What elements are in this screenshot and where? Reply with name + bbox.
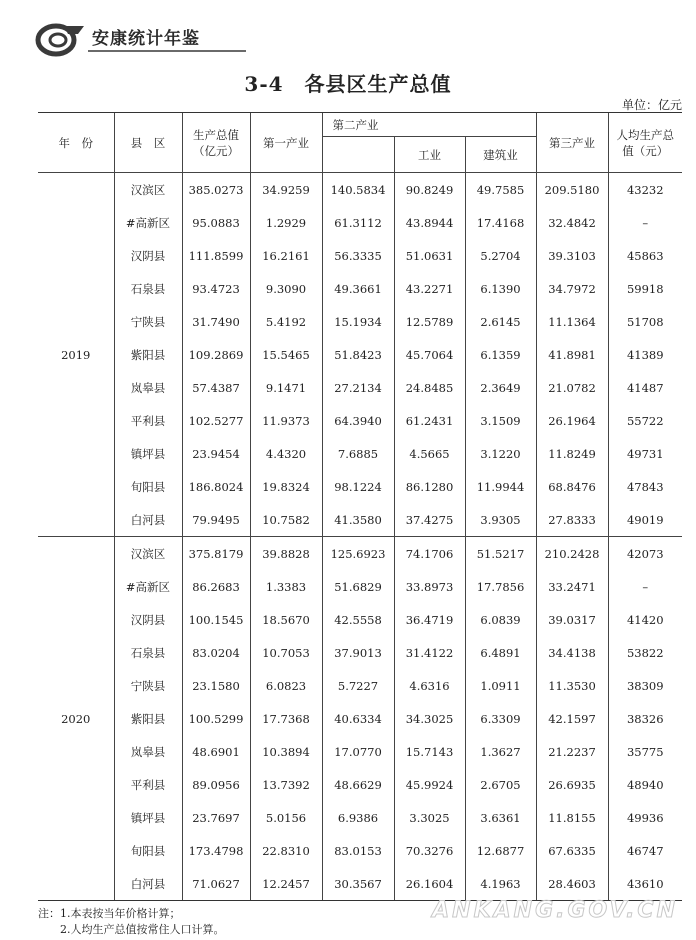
- value-cell: 41389: [608, 338, 682, 371]
- value-cell: 41420: [608, 603, 682, 636]
- value-cell: 68.8476: [536, 470, 608, 503]
- value-cell: 1.0911: [465, 669, 536, 702]
- county-cell: 紫阳县: [114, 702, 182, 735]
- value-cell: 385.0273: [182, 173, 250, 207]
- county-cell: 岚皋县: [114, 735, 182, 768]
- county-cell: 石泉县: [114, 636, 182, 669]
- value-cell: 61.3112: [322, 206, 394, 239]
- value-cell: 34.3025: [394, 702, 465, 735]
- county-cell: 镇坪县: [114, 801, 182, 834]
- value-cell: 209.5180: [536, 173, 608, 207]
- value-cell: –: [608, 206, 682, 239]
- note-1: 注：1.本表按当年价格计算；: [38, 907, 181, 920]
- value-cell: 2.6705: [465, 768, 536, 801]
- value-cell: 43610: [608, 867, 682, 901]
- table-row: [38, 305, 682, 338]
- county-cell: 旬阳县: [114, 470, 182, 503]
- value-cell: 90.8249: [394, 173, 465, 207]
- value-cell: 38326: [608, 702, 682, 735]
- col-county: 县 区: [114, 113, 182, 173]
- value-cell: 36.4719: [394, 603, 465, 636]
- value-cell: 5.7227: [322, 669, 394, 702]
- value-cell: 1.3627: [465, 735, 536, 768]
- value-cell: 42.5558: [322, 603, 394, 636]
- value-cell: 55722: [608, 404, 682, 437]
- county-cell: 旬阳县: [114, 834, 182, 867]
- value-cell: 11.3530: [536, 669, 608, 702]
- value-cell: 21.0782: [536, 371, 608, 404]
- value-cell: 23.7697: [182, 801, 250, 834]
- table-row: [38, 206, 682, 239]
- table-row: [38, 867, 682, 901]
- value-cell: 31.7490: [182, 305, 250, 338]
- table-row: [38, 503, 682, 537]
- value-cell: 17.7368: [250, 702, 322, 735]
- value-cell: 17.7856: [465, 570, 536, 603]
- value-cell: 3.1509: [465, 404, 536, 437]
- value-cell: 6.3309: [465, 702, 536, 735]
- value-cell: 10.7053: [250, 636, 322, 669]
- yearbook-logo-icon: [34, 22, 86, 58]
- value-cell: 4.1963: [465, 867, 536, 901]
- value-cell: 49936: [608, 801, 682, 834]
- value-cell: 17.4168: [465, 206, 536, 239]
- county-cell: 宁陕县: [114, 305, 182, 338]
- value-cell: 42.1597: [536, 702, 608, 735]
- value-cell: 71.0627: [182, 867, 250, 901]
- value-cell: 70.3276: [394, 834, 465, 867]
- value-cell: 186.8024: [182, 470, 250, 503]
- value-cell: 37.9013: [322, 636, 394, 669]
- value-cell: 37.4275: [394, 503, 465, 537]
- value-cell: 12.2457: [250, 867, 322, 901]
- table-row: [38, 735, 682, 768]
- value-cell: 100.5299: [182, 702, 250, 735]
- col-per-capita: 人均生产总值（元）: [608, 113, 682, 173]
- value-cell: 35775: [608, 735, 682, 768]
- value-cell: 39.0317: [536, 603, 608, 636]
- value-cell: 6.9386: [322, 801, 394, 834]
- page-header: [0, 0, 696, 70]
- county-cell: 宁陕县: [114, 669, 182, 702]
- value-cell: 51.5217: [465, 537, 536, 571]
- value-cell: 5.0156: [250, 801, 322, 834]
- col-primary: 第一产业: [250, 113, 322, 173]
- table-notes: [38, 906, 225, 938]
- value-cell: 51.6829: [322, 570, 394, 603]
- value-cell: 19.8324: [250, 470, 322, 503]
- value-cell: 41487: [608, 371, 682, 404]
- value-cell: 41.3580: [322, 503, 394, 537]
- value-cell: 4.6316: [394, 669, 465, 702]
- value-cell: 16.2161: [250, 239, 322, 272]
- county-cell: 白河县: [114, 867, 182, 901]
- table-row: [38, 537, 682, 571]
- county-cell: 汉滨区: [114, 537, 182, 571]
- value-cell: 9.3090: [250, 272, 322, 305]
- value-cell: 74.1706: [394, 537, 465, 571]
- value-cell: 53822: [608, 636, 682, 669]
- county-cell: 平利县: [114, 768, 182, 801]
- value-cell: 56.3335: [322, 239, 394, 272]
- table-row: [38, 669, 682, 702]
- table-header: [38, 113, 682, 173]
- value-cell: 27.8333: [536, 503, 608, 537]
- col-tertiary: 第三产业: [536, 113, 608, 173]
- value-cell: 111.8599: [182, 239, 250, 272]
- value-cell: 17.0770: [322, 735, 394, 768]
- col-secondary: 第二产业: [322, 113, 536, 137]
- value-cell: 6.4891: [465, 636, 536, 669]
- value-cell: 22.8310: [250, 834, 322, 867]
- county-cell: 石泉县: [114, 272, 182, 305]
- page-title: 3-4 各县区生产总值: [244, 72, 452, 96]
- value-cell: 12.6877: [465, 834, 536, 867]
- table-row: [38, 570, 682, 603]
- value-cell: 67.6335: [536, 834, 608, 867]
- value-cell: 11.9373: [250, 404, 322, 437]
- value-cell: 32.4842: [536, 206, 608, 239]
- value-cell: 5.4192: [250, 305, 322, 338]
- value-cell: 11.9944: [465, 470, 536, 503]
- table-row: [38, 636, 682, 669]
- value-cell: 140.5834: [322, 173, 394, 207]
- value-cell: 6.1390: [465, 272, 536, 305]
- value-cell: 43.2271: [394, 272, 465, 305]
- value-cell: 7.6885: [322, 437, 394, 470]
- value-cell: 24.8485: [394, 371, 465, 404]
- value-cell: 375.8179: [182, 537, 250, 571]
- value-cell: 27.2134: [322, 371, 394, 404]
- value-cell: 23.1580: [182, 669, 250, 702]
- value-cell: 28.4603: [536, 867, 608, 901]
- value-cell: 49.3661: [322, 272, 394, 305]
- value-cell: 5.2704: [465, 239, 536, 272]
- value-cell: 3.1220: [465, 437, 536, 470]
- value-cell: 95.0883: [182, 206, 250, 239]
- value-cell: 12.5789: [394, 305, 465, 338]
- value-cell: 38309: [608, 669, 682, 702]
- value-cell: 34.9259: [250, 173, 322, 207]
- value-cell: –: [608, 570, 682, 603]
- value-cell: 210.2428: [536, 537, 608, 571]
- value-cell: 3.9305: [465, 503, 536, 537]
- value-cell: 33.8973: [394, 570, 465, 603]
- value-cell: 48940: [608, 768, 682, 801]
- brand-underline: [88, 50, 246, 52]
- value-cell: 39.8828: [250, 537, 322, 571]
- value-cell: 11.8155: [536, 801, 608, 834]
- county-cell: #高新区: [114, 570, 182, 603]
- value-cell: 51.8423: [322, 338, 394, 371]
- value-cell: 11.8249: [536, 437, 608, 470]
- gdp-table: [38, 112, 682, 901]
- value-cell: 1.2929: [250, 206, 322, 239]
- value-cell: 6.1359: [465, 338, 536, 371]
- value-cell: 10.3894: [250, 735, 322, 768]
- value-cell: 79.9495: [182, 503, 250, 537]
- value-cell: 45.7064: [394, 338, 465, 371]
- col-industry: 工业: [394, 137, 465, 173]
- value-cell: 51.0631: [394, 239, 465, 272]
- value-cell: 125.6923: [322, 537, 394, 571]
- value-cell: 26.1604: [394, 867, 465, 901]
- value-cell: 173.4798: [182, 834, 250, 867]
- value-cell: 46747: [608, 834, 682, 867]
- value-cell: 13.7392: [250, 768, 322, 801]
- value-cell: 98.1224: [322, 470, 394, 503]
- value-cell: 86.2683: [182, 570, 250, 603]
- county-cell: 汉滨区: [114, 173, 182, 207]
- col-construction: 建筑业: [465, 137, 536, 173]
- value-cell: 15.1934: [322, 305, 394, 338]
- value-cell: 59918: [608, 272, 682, 305]
- value-cell: 83.0153: [322, 834, 394, 867]
- brand-title: 安康统计年鉴: [92, 29, 200, 49]
- value-cell: 6.0839: [465, 603, 536, 636]
- table-row: [38, 173, 682, 207]
- table-row: [38, 470, 682, 503]
- table-row: [38, 272, 682, 305]
- value-cell: 30.3567: [322, 867, 394, 901]
- value-cell: 64.3940: [322, 404, 394, 437]
- value-cell: 48.6901: [182, 735, 250, 768]
- col-gdp: 生产总值（亿元）: [182, 113, 250, 173]
- value-cell: 3.6361: [465, 801, 536, 834]
- value-cell: 33.2471: [536, 570, 608, 603]
- value-cell: 43.8944: [394, 206, 465, 239]
- value-cell: 15.5465: [250, 338, 322, 371]
- value-cell: 34.4138: [536, 636, 608, 669]
- county-cell: 紫阳县: [114, 338, 182, 371]
- county-cell: 岚皋县: [114, 371, 182, 404]
- table-row: [38, 834, 682, 867]
- value-cell: 51708: [608, 305, 682, 338]
- county-cell: #高新区: [114, 206, 182, 239]
- value-cell: 26.1964: [536, 404, 608, 437]
- value-cell: 45863: [608, 239, 682, 272]
- value-cell: 48.6629: [322, 768, 394, 801]
- table-row: [38, 371, 682, 404]
- table-row: [38, 603, 682, 636]
- value-cell: 47843: [608, 470, 682, 503]
- value-cell: 9.1471: [250, 371, 322, 404]
- value-cell: 43232: [608, 173, 682, 207]
- value-cell: 21.2237: [536, 735, 608, 768]
- value-cell: 1.3383: [250, 570, 322, 603]
- value-cell: 86.1280: [394, 470, 465, 503]
- table-row: [38, 404, 682, 437]
- note-2: 2.人均生产总值按常住人口计算。: [60, 923, 225, 936]
- value-cell: 42073: [608, 537, 682, 571]
- watermark: ANKANG.GOV.CN: [432, 898, 678, 923]
- value-cell: 11.1364: [536, 305, 608, 338]
- value-cell: 15.7143: [394, 735, 465, 768]
- value-cell: 41.8981: [536, 338, 608, 371]
- value-cell: 10.7582: [250, 503, 322, 537]
- value-cell: 18.5670: [250, 603, 322, 636]
- county-cell: 镇坪县: [114, 437, 182, 470]
- value-cell: 45.9924: [394, 768, 465, 801]
- table-row: [38, 702, 682, 735]
- table-body: [38, 173, 682, 901]
- value-cell: 49019: [608, 503, 682, 537]
- county-cell: 汉阴县: [114, 603, 182, 636]
- value-cell: 83.0204: [182, 636, 250, 669]
- col-secondary-total-blank: [322, 137, 394, 173]
- year-cell: 2020: [38, 537, 114, 901]
- value-cell: 31.4122: [394, 636, 465, 669]
- year-cell: 2019: [38, 173, 114, 537]
- value-cell: 6.0823: [250, 669, 322, 702]
- value-cell: 57.4387: [182, 371, 250, 404]
- value-cell: 100.1545: [182, 603, 250, 636]
- value-cell: 49.7585: [465, 173, 536, 207]
- table-row: [38, 239, 682, 272]
- table-row: [38, 437, 682, 470]
- value-cell: 3.3025: [394, 801, 465, 834]
- value-cell: 61.2431: [394, 404, 465, 437]
- table-row: [38, 338, 682, 371]
- value-cell: 26.6935: [536, 768, 608, 801]
- value-cell: 2.6145: [465, 305, 536, 338]
- value-cell: 109.2869: [182, 338, 250, 371]
- value-cell: 34.7972: [536, 272, 608, 305]
- col-year: 年 份: [38, 113, 114, 173]
- value-cell: 4.4320: [250, 437, 322, 470]
- value-cell: 4.5665: [394, 437, 465, 470]
- value-cell: 2.3649: [465, 371, 536, 404]
- county-cell: 平利县: [114, 404, 182, 437]
- value-cell: 39.3103: [536, 239, 608, 272]
- county-cell: 汉阴县: [114, 239, 182, 272]
- value-cell: 49731: [608, 437, 682, 470]
- value-cell: 102.5277: [182, 404, 250, 437]
- value-cell: 93.4723: [182, 272, 250, 305]
- unit-label: 单位：亿元: [621, 98, 682, 112]
- value-cell: 23.9454: [182, 437, 250, 470]
- table-row: [38, 801, 682, 834]
- county-cell: 白河县: [114, 503, 182, 537]
- table-row: [38, 768, 682, 801]
- value-cell: 40.6334: [322, 702, 394, 735]
- value-cell: 89.0956: [182, 768, 250, 801]
